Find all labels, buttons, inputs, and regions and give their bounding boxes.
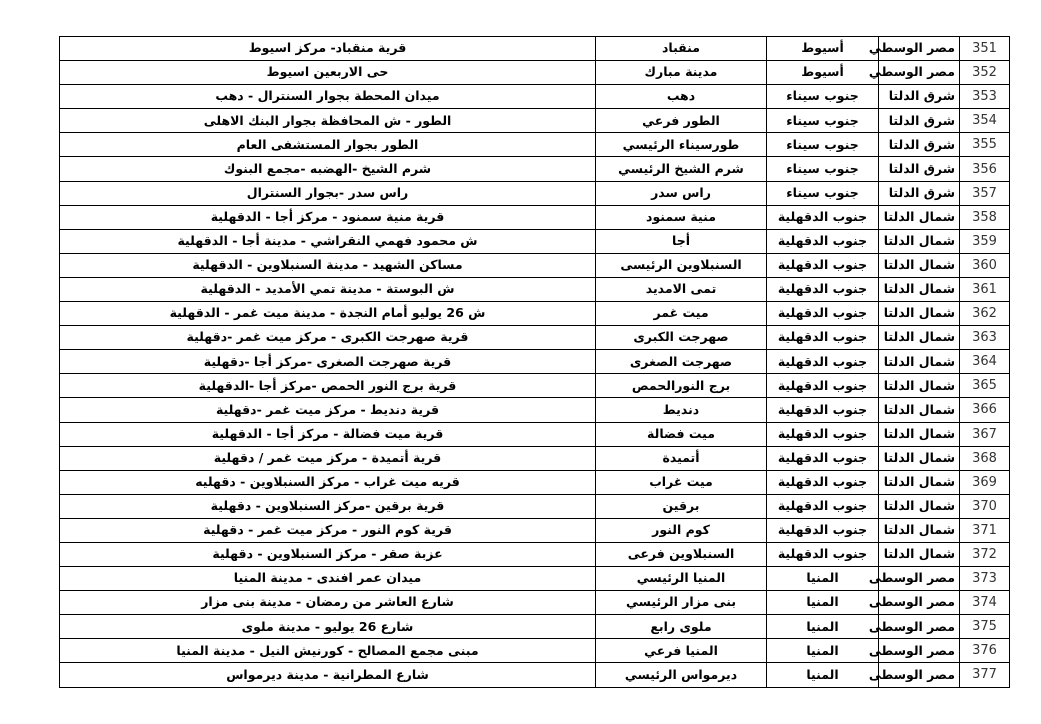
offices-table-body	[60, 37, 1010, 688]
address-cell: الطور بجوار المستشفى العام	[60, 133, 596, 157]
row-number-cell: 366	[960, 398, 1010, 422]
address-cell: قرية منقباد- مركز اسيوط	[60, 37, 596, 61]
governorate-cell: أسيوط	[767, 37, 879, 61]
row-number-cell: 372	[960, 542, 1010, 566]
office-name-cell: برج النورالحمص	[596, 374, 767, 398]
office-name-cell: طورسيناء الرئيسي	[596, 133, 767, 157]
sector-cell: شمال الدلتا	[879, 277, 960, 301]
table-row	[60, 398, 1010, 422]
table-row	[60, 157, 1010, 181]
office-name-cell: كوم النور	[596, 518, 767, 542]
governorate-cell: جنوب الدقهلية	[767, 518, 879, 542]
sector-cell: شمال الدلتا	[879, 205, 960, 229]
office-name-cell: دهب	[596, 85, 767, 109]
governorate-cell: المنيا	[767, 567, 879, 591]
sector-cell: مصر الوسطى	[879, 639, 960, 663]
table-row	[60, 639, 1010, 663]
row-number-cell: 368	[960, 446, 1010, 470]
governorate-cell: جنوب سيناء	[767, 157, 879, 181]
table-row	[60, 326, 1010, 350]
address-cell: حى الاربعين اسيوط	[60, 61, 596, 85]
governorate-cell: جنوب سيناء	[767, 85, 879, 109]
governorate-cell: جنوب الدقهلية	[767, 422, 879, 446]
office-name-cell: راس سدر	[596, 181, 767, 205]
sector-cell: شرق الدلتا	[879, 157, 960, 181]
governorate-cell: جنوب الدقهلية	[767, 302, 879, 326]
office-name-cell: أتميدة	[596, 446, 767, 470]
row-number-cell: 375	[960, 615, 1010, 639]
sector-cell: مصر الوسطى	[879, 591, 960, 615]
office-name-cell: المنيا فرعي	[596, 639, 767, 663]
row-number-cell: 376	[960, 639, 1010, 663]
governorate-cell: جنوب سيناء	[767, 133, 879, 157]
table-row	[60, 302, 1010, 326]
address-cell: الطور - ش المحافظة بجوار البنك الاهلى	[60, 109, 596, 133]
governorate-cell: أسيوط	[767, 61, 879, 85]
row-number-cell: 351	[960, 37, 1010, 61]
address-cell: ميدان عمر افندى - مدينة المنيا	[60, 567, 596, 591]
address-cell: شارع العاشر من رمضان - مدينة بنى مزار	[60, 591, 596, 615]
sector-cell: شمال الدلتا	[879, 374, 960, 398]
sector-cell: شمال الدلتا	[879, 398, 960, 422]
office-name-cell: دنديط	[596, 398, 767, 422]
governorate-cell: جنوب الدقهلية	[767, 398, 879, 422]
row-number-cell: 357	[960, 181, 1010, 205]
row-number-cell: 365	[960, 374, 1010, 398]
governorate-cell: جنوب الدقهلية	[767, 350, 879, 374]
governorate-cell: المنيا	[767, 639, 879, 663]
sector-cell: شرق الدلتا	[879, 85, 960, 109]
table-row	[60, 229, 1010, 253]
office-name-cell: الطور فرعي	[596, 109, 767, 133]
table-row	[60, 663, 1010, 687]
row-number-cell: 370	[960, 494, 1010, 518]
governorate-cell: جنوب الدقهلية	[767, 446, 879, 470]
address-cell: قرية برج النور الحمص -مركز أجا -الدقهلية	[60, 374, 596, 398]
row-number-cell: 355	[960, 133, 1010, 157]
address-cell: قرية ميت فضالة - مركز أجا - الدقهلية	[60, 422, 596, 446]
address-cell: ش 26 يوليو أمام النجدة - مدينة ميت غمر - الدقهلية	[60, 302, 596, 326]
office-name-cell: ميت فضالة	[596, 422, 767, 446]
office-name-cell: شرم الشيخ الرئيسي	[596, 157, 767, 181]
row-number-cell: 362	[960, 302, 1010, 326]
row-number-cell: 356	[960, 157, 1010, 181]
table-row	[60, 374, 1010, 398]
table-row	[60, 518, 1010, 542]
row-number-cell: 353	[960, 85, 1010, 109]
table-row	[60, 253, 1010, 277]
office-name-cell: ميت غمر	[596, 302, 767, 326]
address-cell: قرية صهرجت الصغرى -مركز أجا -دقهلية	[60, 350, 596, 374]
row-number-cell: 371	[960, 518, 1010, 542]
office-name-cell: مدينة مبارك	[596, 61, 767, 85]
sector-cell: شمال الدلتا	[879, 494, 960, 518]
table-row	[60, 470, 1010, 494]
governorate-cell: جنوب الدقهلية	[767, 494, 879, 518]
sector-cell: شمال الدلتا	[879, 542, 960, 566]
row-number-cell: 364	[960, 350, 1010, 374]
governorate-cell: جنوب سيناء	[767, 109, 879, 133]
row-number-cell: 360	[960, 253, 1010, 277]
table-row	[60, 542, 1010, 566]
table-row	[60, 109, 1010, 133]
office-name-cell: صهرجت الكبرى	[596, 326, 767, 350]
governorate-cell: جنوب سيناء	[767, 181, 879, 205]
row-number-cell: 361	[960, 277, 1010, 301]
address-cell: شارع 26 يوليو - مدينة ملوى	[60, 615, 596, 639]
address-cell: قرية صهرجت الكبرى - مركز ميت غمر -دقهلية	[60, 326, 596, 350]
sector-cell: شمال الدلتا	[879, 422, 960, 446]
sector-cell: شمال الدلتا	[879, 326, 960, 350]
address-cell: شارع المطرانية - مدينة ديرمواس	[60, 663, 596, 687]
address-cell: قرية كوم النور - مركز ميت غمر - دقهلية	[60, 518, 596, 542]
table-row	[60, 181, 1010, 205]
address-cell: قرية دنديط - مركز ميت غمر -دقهلية	[60, 398, 596, 422]
row-number-cell: 358	[960, 205, 1010, 229]
sector-cell: مصر الوسطي	[879, 37, 960, 61]
governorate-cell: جنوب الدقهلية	[767, 470, 879, 494]
table-row	[60, 615, 1010, 639]
office-name-cell: صهرجت الصغرى	[596, 350, 767, 374]
sector-cell: شمال الدلتا	[879, 446, 960, 470]
table-row	[60, 61, 1010, 85]
row-number-cell: 367	[960, 422, 1010, 446]
sector-cell: شمال الدلتا	[879, 518, 960, 542]
governorate-cell: جنوب الدقهلية	[767, 374, 879, 398]
office-name-cell: أجا	[596, 229, 767, 253]
office-name-cell: ميت غراب	[596, 470, 767, 494]
address-cell: راس سدر -بجوار السنترال	[60, 181, 596, 205]
address-cell: عزبة صقر - مركز السنبلاوين - دقهلية	[60, 542, 596, 566]
governorate-cell: جنوب الدقهلية	[767, 326, 879, 350]
table-row	[60, 567, 1010, 591]
sector-cell: مصر الوسطى	[879, 567, 960, 591]
address-cell: قرية برقين -مركز السنبلاوين - دقهلية	[60, 494, 596, 518]
table-row	[60, 350, 1010, 374]
address-cell: قرية أتميدة - مركز ميت غمر / دقهلية	[60, 446, 596, 470]
table-row	[60, 277, 1010, 301]
table-row	[60, 591, 1010, 615]
sector-cell: شمال الدلتا	[879, 470, 960, 494]
row-number-cell: 352	[960, 61, 1010, 85]
sector-cell: مصر الوسطي	[879, 61, 960, 85]
office-name-cell: تمى الامديد	[596, 277, 767, 301]
table-row	[60, 205, 1010, 229]
table-row	[60, 446, 1010, 470]
office-name-cell: منية سمنود	[596, 205, 767, 229]
office-name-cell: المنيا الرئيسي	[596, 567, 767, 591]
governorate-cell: جنوب الدقهلية	[767, 253, 879, 277]
sector-cell: شرق الدلتا	[879, 133, 960, 157]
office-name-cell: منقباد	[596, 37, 767, 61]
sector-cell: شمال الدلتا	[879, 350, 960, 374]
office-name-cell: ملوى رابع	[596, 615, 767, 639]
address-cell: قرية منية سمنود - مركز أجا - الدقهلية	[60, 205, 596, 229]
offices-table	[59, 36, 1010, 688]
governorate-cell: جنوب الدقهلية	[767, 277, 879, 301]
address-cell: ميدان المحطة بجوار السنترال - دهب	[60, 85, 596, 109]
table-row	[60, 37, 1010, 61]
office-name-cell: بنى مزار الرئيسي	[596, 591, 767, 615]
address-cell: مساكن الشهيد - مدينة السنبلاوين - الدقهلية	[60, 253, 596, 277]
row-number-cell: 354	[960, 109, 1010, 133]
address-cell: ش البوستة - مدينة تمي الأمديد - الدقهلية	[60, 277, 596, 301]
governorate-cell: المنيا	[767, 591, 879, 615]
office-name-cell: ديرمواس الرئيسي	[596, 663, 767, 687]
governorate-cell: جنوب الدقهلية	[767, 229, 879, 253]
address-cell: قريه ميت غراب - مركز السنبلاوين - دقهليه	[60, 470, 596, 494]
row-number-cell: 377	[960, 663, 1010, 687]
governorate-cell: جنوب الدقهلية	[767, 542, 879, 566]
sector-cell: مصر الوسطى	[879, 615, 960, 639]
table-row	[60, 85, 1010, 109]
sector-cell: شمال الدلتا	[879, 302, 960, 326]
row-number-cell: 369	[960, 470, 1010, 494]
office-name-cell: السنبلاوين الرئيسى	[596, 253, 767, 277]
governorate-cell: جنوب الدقهلية	[767, 205, 879, 229]
row-number-cell: 359	[960, 229, 1010, 253]
row-number-cell: 363	[960, 326, 1010, 350]
sector-cell: شمال الدلتا	[879, 229, 960, 253]
sector-cell: شرق الدلتا	[879, 181, 960, 205]
office-name-cell: السنبلاوين فرعى	[596, 542, 767, 566]
address-cell: ش محمود فهمي النقراشي - مدينة أجا - الدقهلية	[60, 229, 596, 253]
address-cell: شرم الشيخ -الهضبه -مجمع البنوك	[60, 157, 596, 181]
table-row	[60, 422, 1010, 446]
sector-cell: شرق الدلتا	[879, 109, 960, 133]
sector-cell: شمال الدلتا	[879, 253, 960, 277]
table-row	[60, 133, 1010, 157]
table-row	[60, 494, 1010, 518]
row-number-cell: 374	[960, 591, 1010, 615]
office-name-cell: برقين	[596, 494, 767, 518]
governorate-cell: المنيا	[767, 663, 879, 687]
row-number-cell: 373	[960, 567, 1010, 591]
sector-cell: مصر الوسطى	[879, 663, 960, 687]
address-cell: مبنى مجمع المصالح - كورنيش النيل - مدينة المنيا	[60, 639, 596, 663]
governorate-cell: المنيا	[767, 615, 879, 639]
